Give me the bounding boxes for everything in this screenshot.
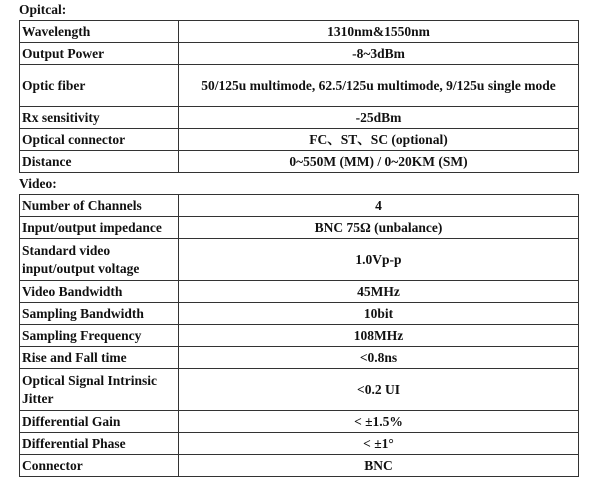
video-section-title: Video:: [19, 176, 57, 191]
optical-section-title: Opitcal:: [19, 2, 67, 17]
spec-value: <0.8ns: [179, 347, 579, 369]
spec-value: 108MHz: [179, 325, 579, 347]
table-row: [20, 217, 579, 239]
spec-value: 50/125u multimode, 62.5/125u multimode, 9/125u single mode: [179, 65, 579, 107]
table-row: [20, 325, 579, 347]
spec-label: Differential Phase: [20, 433, 179, 455]
table-row: [20, 369, 579, 411]
table-row: [20, 455, 579, 477]
spec-label: Sampling Bandwidth: [20, 303, 179, 325]
spec-label: Rx sensitivity: [20, 107, 179, 129]
table-row: [20, 65, 579, 107]
spec-label: Optic fiber: [20, 65, 179, 107]
table-row: [20, 21, 579, 43]
optical-spec-table: [19, 20, 579, 173]
table-row: [20, 411, 579, 433]
spec-value: -25dBm: [179, 107, 579, 129]
table-row: [20, 107, 579, 129]
spec-value: FC、ST、SC (optional): [179, 129, 579, 151]
table-row: [20, 239, 579, 281]
spec-value: < ±1.5%: [179, 411, 579, 433]
spec-value: 10bit: [179, 303, 579, 325]
spec-value: 0~550M (MM) / 0~20KM (SM): [179, 151, 579, 173]
spec-label: Optical connector: [20, 129, 179, 151]
spec-label: Rise and Fall time: [20, 347, 179, 369]
spec-label: Optical Signal Intrinsic Jitter: [20, 369, 179, 411]
table-row: [20, 281, 579, 303]
table-row: [20, 195, 579, 217]
spec-label: Connector: [20, 455, 179, 477]
spec-label: Number of Channels: [20, 195, 179, 217]
spec-label: Video Bandwidth: [20, 281, 179, 303]
spec-value: 1310nm&1550nm: [179, 21, 579, 43]
spec-label: Distance: [20, 151, 179, 173]
video-spec-table: [19, 194, 579, 477]
spec-value: 45MHz: [179, 281, 579, 303]
spec-value: 4: [179, 195, 579, 217]
spec-value: BNC: [179, 455, 579, 477]
table-row: [20, 43, 579, 65]
spec-value: BNC 75Ω (unbalance): [179, 217, 579, 239]
spec-value: <0.2 UI: [179, 369, 579, 411]
spec-value: -8~3dBm: [179, 43, 579, 65]
table-row: [20, 303, 579, 325]
spec-label: Wavelength: [20, 21, 179, 43]
table-row: [20, 151, 579, 173]
table-row: [20, 129, 579, 151]
spec-value: 1.0Vp-p: [179, 239, 579, 281]
table-row: [20, 347, 579, 369]
spec-label: Sampling Frequency: [20, 325, 179, 347]
spec-label: Differential Gain: [20, 411, 179, 433]
spec-label: Standard video input/output voltage: [20, 239, 179, 281]
spec-label: Output Power: [20, 43, 179, 65]
spec-value: < ±1°: [179, 433, 579, 455]
spec-label: Input/output impedance: [20, 217, 179, 239]
table-row: [20, 433, 579, 455]
